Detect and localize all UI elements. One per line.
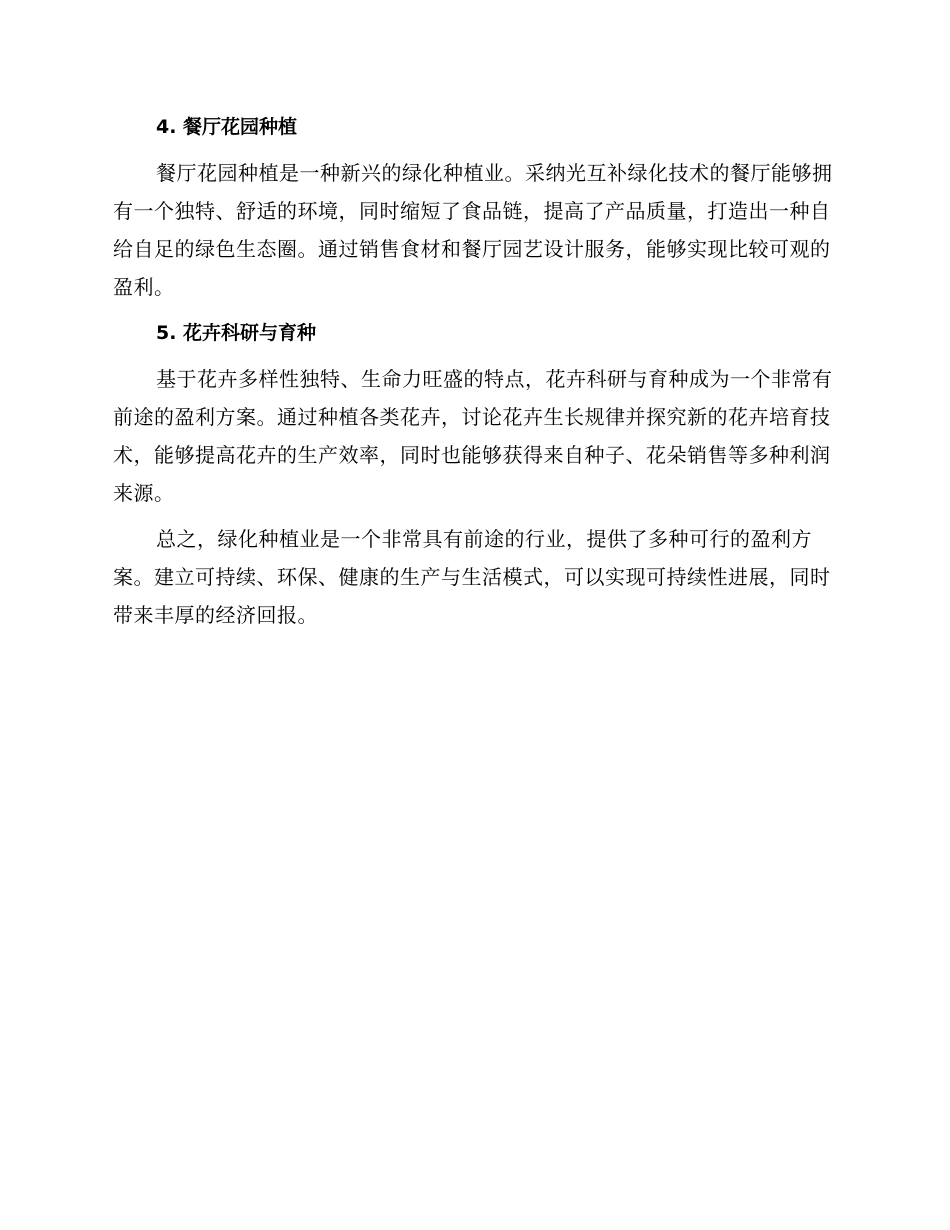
section-heading-flower-research: 5. 花卉科研与育种	[156, 322, 317, 344]
section-paragraph-flower-research: 基于花卉多样性独特、生命力旺盛的特点，花卉科研与育种成为一个非常有前途的盈利方案。通过种植各类花卉，讨论花卉生长规律并探究新的花卉培育技术，能够提高花卉的生产效率，同时也能够获得来自种子、花朵销售等多种利润来源。	[113, 367, 833, 505]
section-paragraph-restaurant-garden: 餐厅花园种植是一种新兴的绿化种植业。采纳光互补绿化技术的餐厅能够拥有一个独特、舒适的环境，同时缩短了食品链，提高了产品质量，打造出一种自给自足的绿色生态圈。通过销售食材和餐厅园艺设计服务，能够实现比较可观的盈利。	[113, 161, 833, 299]
conclusion-paragraph: 总之，绿化种植业是一个非常具有前途的行业，提供了多种可行的盈利方案。建立可持续、环保、健康的生产与生活模式，可以实现可持续性进展，同时带来丰厚的经济回报。	[113, 527, 831, 627]
document-body	[113, 108, 833, 634]
section-heading-restaurant-garden: 4. 餐厅花园种植	[156, 116, 298, 138]
